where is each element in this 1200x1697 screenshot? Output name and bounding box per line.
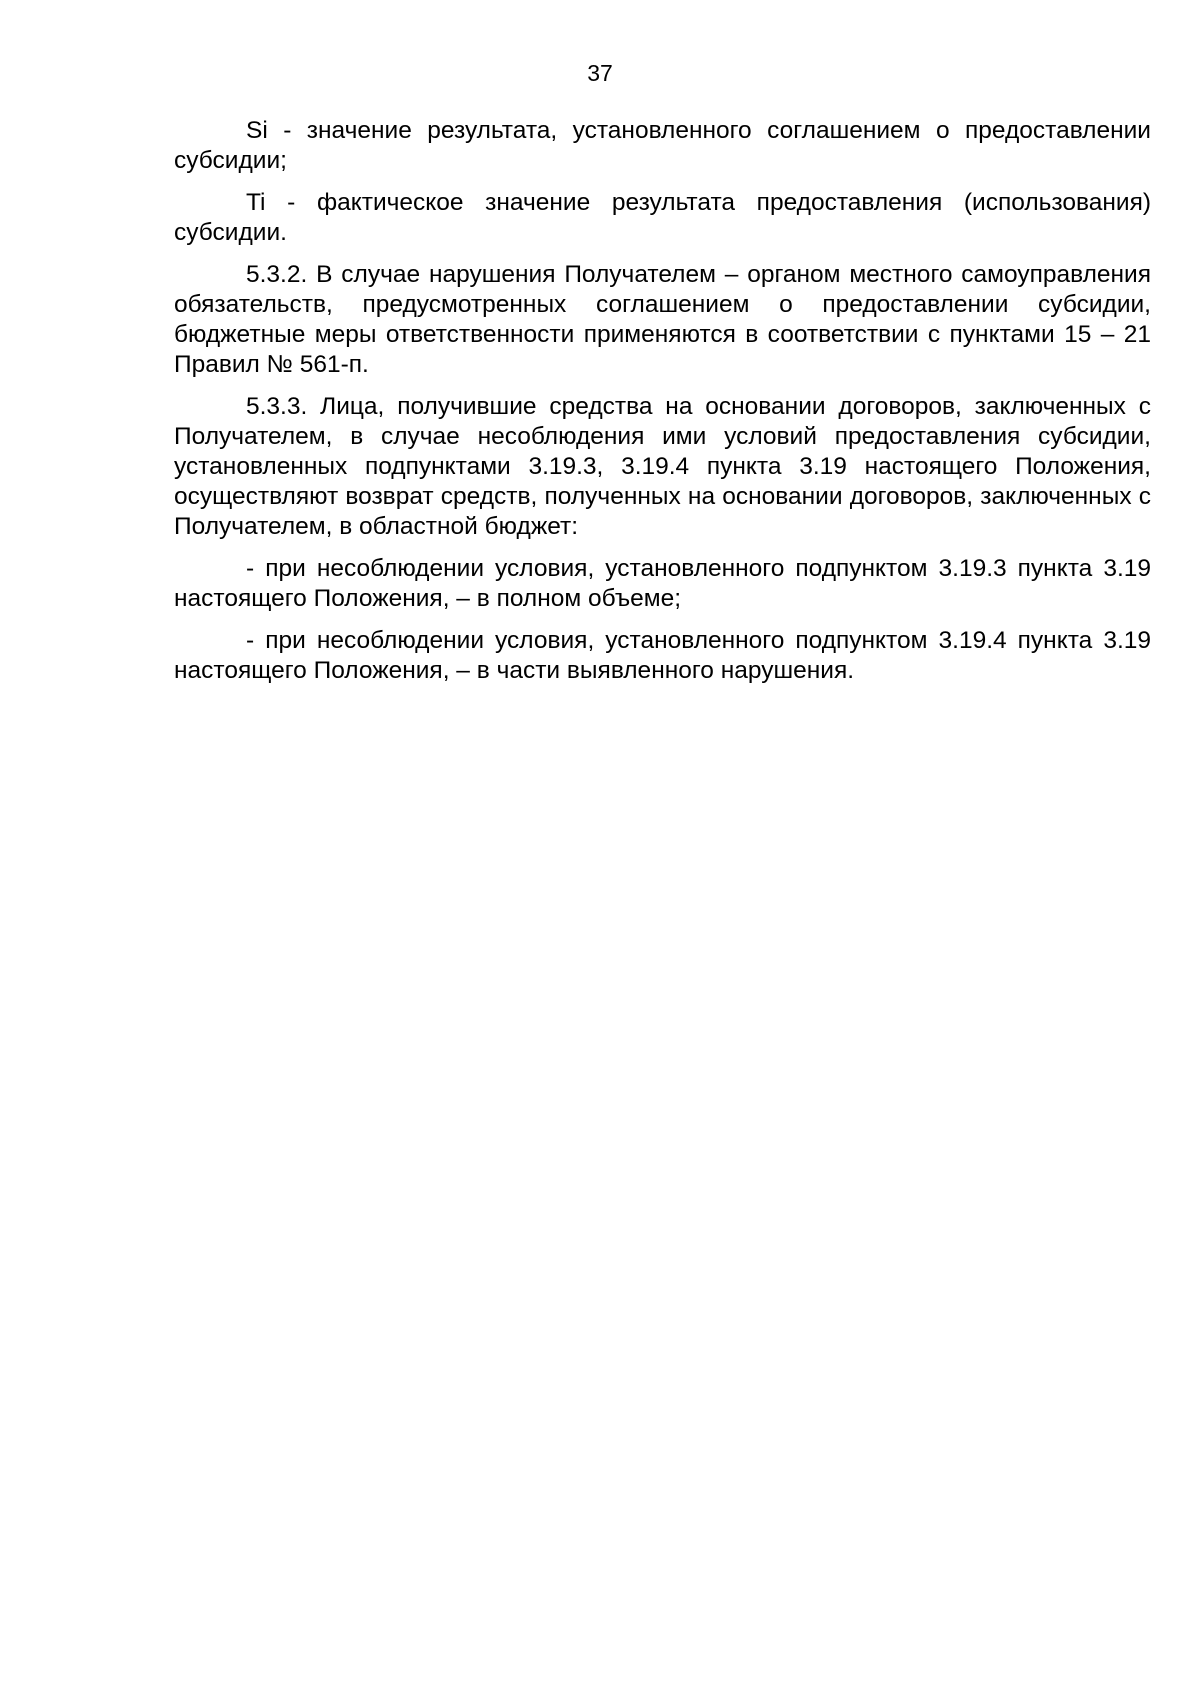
page-number: 37: [587, 60, 613, 86]
paragraph-si-definition: Si - значение результата, установленного соглашением о предоставлении субсидии;: [174, 117, 1151, 174]
list-item-full-return: - при несоблюдении условия, установленного подпунктом 3.19.3 пункта 3.19 настоящего Положения, – в полном объеме;: [174, 555, 1151, 612]
paragraph-5-3-2: 5.3.2. В случае нарушения Получателем – органом местного самоуправления обязательств, предусмотренных соглашением о предоставлении субсидии, бюджетные меры ответственности применяются в соответствии с пунктами 15 – 21 Правил № 561-п.: [174, 261, 1151, 378]
list-item-partial-return: - при несоблюдении условия, установленного подпунктом 3.19.4 пункта 3.19 настоящего Положения, – в части выявленного нарушения.: [174, 627, 1151, 684]
paragraph-5-3-3: 5.3.3. Лица, получившие средства на основании договоров, заключенных с Получателем, в случае несоблюдения ими условий предоставления субсидии, установленных подпунктами 3.19.3, 3.19.4 пункта 3.19 настоящего Положения, осуществляют возврат средств, полученных на основании договоров, заключенных с Получателем, в областной бюджет:: [174, 393, 1151, 540]
document-body: [174, 116, 1151, 698]
paragraph-ti-definition: Ti - фактическое значение результата предоставления (использования) субсидии.: [174, 189, 1151, 246]
